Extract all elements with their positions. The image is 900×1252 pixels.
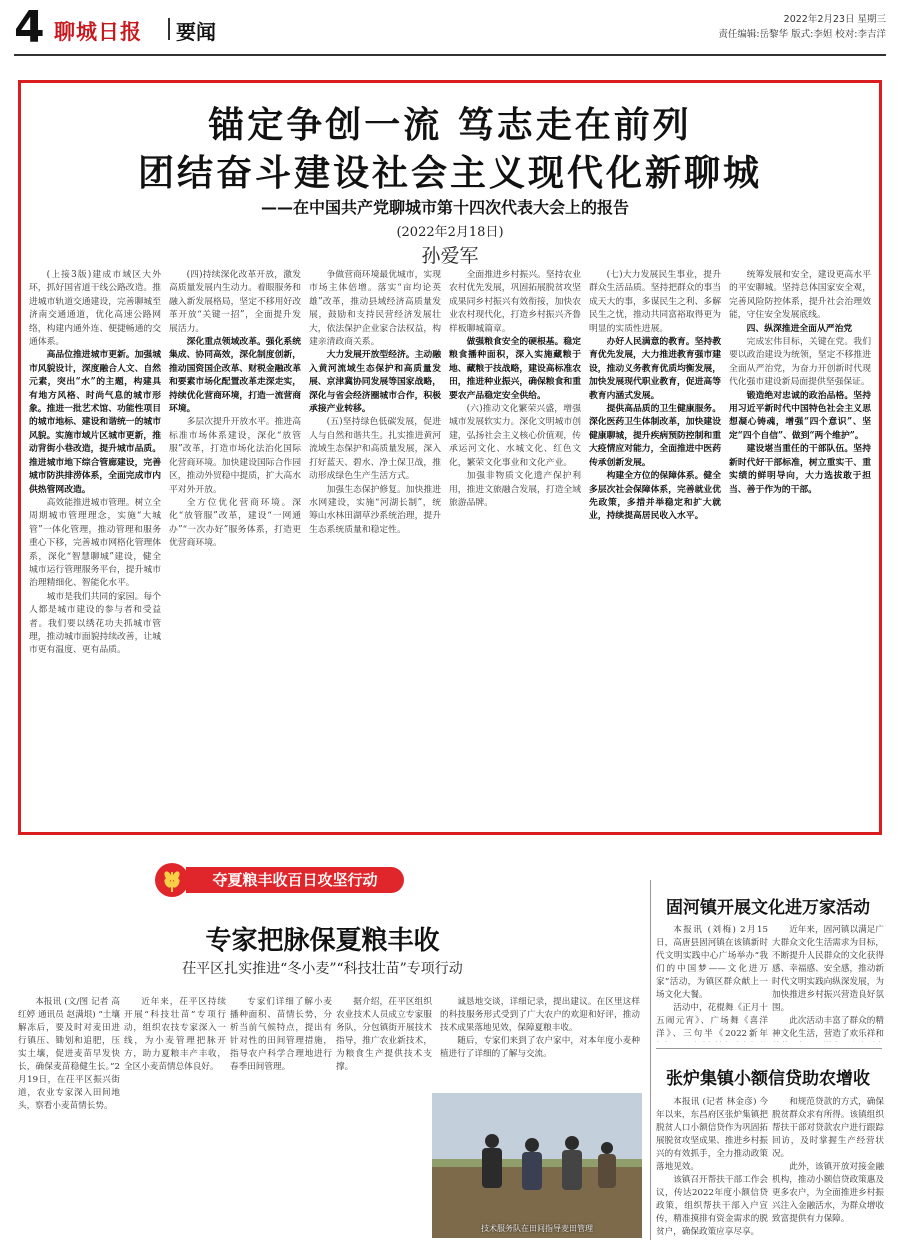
- story-column-3: [230, 996, 332, 1236]
- paragraph: 高效能推进城市管理。树立全周期城市管理理念，实施“大城管”一体化管理，推动管理和服务重心下移，完善城市网格化管理体系，深化“智慧聊城”建设，健全城市运行管理服务平台，提升城市治理精细化、智能化水平。: [29, 497, 161, 589]
- section-paragraph: 办好人民满意的教育。坚持教育优先发展，大力推进教育强市建设，推动义务教育优质均衡发展，加快发展现代职业教育，促进高等教育内涵式发展。: [589, 337, 721, 401]
- paragraph: 多层次提升开放水平。推进高标准市场体系建设，深化“放管服”改革，打造市场化法治化国际化营商环境。加快建设国际合作园区，推动外贸稳中提质，扩大高水平对外开放。: [169, 417, 301, 495]
- paragraph: 该镇召开帮扶干部工作会议，传达2022年度小额信贷政策，组织帮扶干部入户宣传，精准摸排有资金需求的脱贫户，确保政策应享尽享。: [656, 1175, 768, 1236]
- masthead-info: [718, 12, 886, 42]
- campaign-banner: 夺夏粮丰收百日攻坚行动: [186, 867, 404, 893]
- paragraph: 本报讯 (文/图 记者 高红婷 通讯员 赵满垠) “土壤解冻后，要及时对麦田进行镇压、锄划和追肥，压实土壤，促进麦苗早发快长，确保麦苗稳健生长。”2月19日，在茌平区振兴街道，农业专家深入田间地头，察看小麦苗情长势。: [18, 997, 120, 1111]
- paragraph: 加强非物质文化遗产保护利用，推进文旅融合发展，打造全域旅游品牌。: [449, 471, 581, 508]
- right-top-column-1: [656, 924, 768, 1042]
- section-paragraph: 锻造绝对忠诚的政治品格。坚持用习近平新时代中国特色社会主义思想凝心铸魂，增强“四个意识”、坚定“四个自信”、做到“两个维护”。: [729, 390, 871, 441]
- issue-date: 2022年2月23日 星期三: [783, 14, 886, 25]
- section-paragraph: 深化重点领域改革。强化系统集成、协同高效，深化制度创新，推动国资国企改革、财税金融改革和要素市场化配置改革走深走实，持续优化营商环境，打造一流营商环境。: [169, 337, 301, 415]
- section-paragraph: 四、纵深推进全面从严治党: [746, 323, 853, 334]
- page-number: 4: [14, 2, 45, 53]
- story-column-1: [18, 996, 120, 1236]
- section-name: 要闻: [176, 20, 216, 44]
- paragraph: 和规范贷款的方式，确保脱贫群众求有所得。该镇组织帮扶干部对贷款农户进行跟踪回访，及时掌握生产经营状况。: [772, 1097, 884, 1159]
- section-paragraph: 大力发展开放型经济。主动融入黄河流域生态保护和高质量发展、京津冀协同发展等国家战略，深化与省会经济圈城市合作，积极承接产业转移。: [309, 350, 441, 415]
- story-column-5: [440, 996, 640, 1086]
- paragraph: 此次活动丰富了群众的精神文化生活，营造了欢乐祥和: [772, 1016, 884, 1039]
- paragraph: 诚恳地交谈，详细记录，提出建议。在区里这样的科技服务形式受到了广大农户的欢迎和好评，推动技术成果落地见效，保障夏粮丰收。: [440, 997, 640, 1033]
- column-divider: [650, 880, 651, 1240]
- section-paragraph: 高品位推进城市更新。加强城市风貌设计，深度融合人文、自然元素，突出“水”的主题，构建具有地方风格、时尚气息的城市形象。推进一批艺术馆、功能性项目的城市地标、建设和谐统一的城市风貌。实施市域片区城市更新，推动背街小巷改造，提升城市品质。推进城市地下综合管廊建设，完善城市防洪排涝体系，全面完成市内供热管网改造。: [29, 350, 161, 495]
- paragraph: (六)推动文化繁荣兴盛，增强城市发展软实力。深化文明城市创建，弘扬社会主义核心价值观，传承运河文化、水城文化、红色文化，繁荣文化事业和文化产业。: [449, 404, 581, 468]
- field-photo: [432, 1093, 642, 1238]
- section-paragraph: 提供高品质的卫生健康服务。深化医药卫生体制改革，加快建设健康聊城，提升疾病预防控制和重大疫情应对能力，全面推进中医药传承创新发展。: [589, 404, 721, 468]
- article-column-4: [449, 269, 581, 824]
- right-bottom-column-1: [656, 1096, 768, 1236]
- report-date: (2022年2月18日): [396, 225, 504, 240]
- paragraph: 完成宏伟目标，关键在党。我们要以政治建设为统领，坚定不移推进全面从严治党，为奋力开创新时代现代化强市建设新局面提供坚强保证。: [729, 337, 871, 388]
- story-divider: [656, 1048, 882, 1049]
- paragraph: 本报讯 (记者 林金彦) 今年以来，东昌府区张炉集镇把脱贫人口小额信贷作为巩固拓展脱贫攻坚成果、推进乡村振兴的有效抓手，全力推动政策落地见效。: [656, 1097, 768, 1172]
- wheat-icon: [154, 862, 190, 898]
- article-column-2: [169, 269, 301, 824]
- feature-subtitle: ——在中国共产党聊城市第十四次代表大会上的报告: [261, 198, 630, 217]
- paragraph: 全方位优化营商环境。深化“放管服”改革，建设“一网通办”“一次办好”服务体系，打造更优营商环境。: [169, 497, 301, 549]
- paragraph: 争做营商环境最优城市，实现市场主体倍增。落实“亩均论英雄”改革，推动县域经济高质量发展，鼓励和支持民营经济发展壮大，依法保护企业家合法权益，构建亲清政商关系。: [309, 270, 441, 348]
- paragraph: 加强生态保护修复。加快推进水网建设，实施“河湖长制”，统筹山水林田湖草沙系统治理，提升生态系统质量和稳定性。: [309, 484, 441, 535]
- paragraph: 活动中，花棍舞《正月十五闹元宵》、广场舞《喜洋洋》、三句半《2022新年: [656, 1003, 768, 1039]
- paragraph: 据介绍，茌平区组织农业技术人员成立专家服务队，分包镇街开展技术指导，推广农业新技术，为粮食生产提供技术支撑。: [336, 997, 432, 1072]
- editor-credits: 责任编辑:岳黎华 版式:李妲 校对:李吉洋: [718, 29, 886, 40]
- headline-line-2: 团结奋斗建设社会主义现代化新聊城: [137, 152, 762, 194]
- paragraph: 本报讯 (刘梅) 2月15日，高唐县固河镇在该镇新时代文明实践中心广场举办“我们的中国梦——文化进万家”活动，为镇区群众献上一场文化大餐。: [656, 925, 768, 1000]
- article-column-5: [589, 269, 721, 824]
- people-in-field-illustration: [432, 1093, 642, 1238]
- masthead: [14, 2, 886, 56]
- paragraph: 此外，该镇开放对接金融机构，推动小额信贷政策惠及更多农户，为全面推进乡村振兴注入金融活水，为群众增收致富提供有力保障。: [772, 1162, 884, 1224]
- right-top-headline: 固河镇开展文化进万家活动: [666, 898, 870, 918]
- article-column-1: [29, 269, 161, 824]
- article-column-6: [729, 269, 871, 824]
- right-bottom-column-2: [772, 1096, 884, 1236]
- paragraph: 城市是我们共同的家园。每个人都是城市建设的参与者和受益者。我们要以绣花功夫抓城市管理，推动城市面貌持续改善，让城市更有温度、更有品质。: [29, 591, 161, 656]
- photo-caption: 技术服务队在田间指导麦田管理: [481, 1224, 593, 1233]
- right-top-column-2: [772, 924, 884, 1042]
- paragraph: 统筹发展和安全，建设更高水平的平安聊城。坚持总体国家安全观，完善风险防控体系，提升社会治理效能，守住安全发展底线。: [729, 270, 871, 321]
- paragraph: (五)坚持绿色低碳发展，促进人与自然和谐共生。扎实推进黄河流域生态保护和高质量发展，深入打好蓝天、碧水、净土保卫战，推动形成绿色生产生活方式。: [309, 417, 441, 482]
- paragraph: (四)持续深化改革开放，激发高质量发展内生动力。着眼服务和融入新发展格局，坚定不移用好改革开放“关键一招”，全面提升发展活力。: [169, 270, 301, 334]
- story-column-2: [124, 996, 226, 1236]
- author-byline: 孙爱军: [421, 245, 479, 267]
- masthead-divider: [168, 18, 170, 40]
- story-column-4: [336, 996, 432, 1236]
- paragraph: 近年来，茌平区持续开展“科技壮苗”专项行动，组织农技专家深入一线，为小麦管理把脉开方，助力夏粮丰产丰收，全区小麦苗情总体良好。: [124, 997, 226, 1072]
- article-column-3: [309, 269, 441, 824]
- section-paragraph: 建设堪当重任的干部队伍。坚持新时代好干部标准，树立重实干、重实绩的鲜明导向，大力选拔敢于担当、善于作为的干部。: [729, 444, 871, 495]
- paragraph: 近年来，固河镇以满足广大群众文化生活需求为目标，不断提升人民群众的文化获得感、幸福感、安全感，推动新时代文明实践向纵深发展，为加快推进乡村振兴营造良好氛围。: [772, 925, 884, 1013]
- newspaper-name: 聊城日报: [54, 19, 142, 44]
- section-paragraph: 做强粮食安全的硬根基。稳定粮食播种面积，深入实施藏粮于地、藏粮于技战略，建设高标准农田，推进种业振兴，确保粮食和重要农产品稳定安全供给。: [449, 337, 581, 401]
- section-paragraph: 构建全方位的保障体系。健全多层次社会保障体系，完善就业优先政策，多措并举稳定和扩大就业，持续提高居民收入水平。: [589, 471, 721, 522]
- right-bottom-headline: 张炉集镇小额信贷助农增收: [666, 1069, 870, 1089]
- paragraph: 随后，专家们来到了农户家中，对本年度小麦种植进行了详细的了解与交流。: [440, 1036, 640, 1059]
- paragraph: 全面推进乡村振兴。坚持农业农村优先发展，巩固拓展脱贫攻坚成果同乡村振兴有效衔接，加快农业农村现代化，打造乡村振兴齐鲁样板聊城篇章。: [449, 270, 581, 334]
- story-subtitle: 茌平区扎实推进“冬小麦”“科技壮苗”专项行动: [182, 961, 463, 977]
- paragraph: (七)大力发展民生事业，提升群众生活品质。坚持把群众的事当成天大的事，多谋民生之利、多解民生之忧，推动共同富裕取得更为明显的实质性进展。: [589, 270, 721, 334]
- story-headline: 专家把脉保夏粮丰收: [205, 926, 440, 956]
- feature-article: [18, 80, 882, 835]
- paragraph: (上接3版)建成市域区大外环，抓好国省道干线公路改造。推进城市轨道交通建设，完善聊城至济南交通通道，优化高速公路网络，构建内通外连、便捷畅通的交通体系。: [29, 270, 161, 348]
- headline-line-1: 锚定争创一流 笃志走在前列: [208, 104, 692, 146]
- paragraph: 专家们详细了解小麦播种面积、苗情长势，分析当前气候特点，提出有针对性的田间管理措施，指导农户科学合理地进行春季田间管理。: [230, 997, 332, 1072]
